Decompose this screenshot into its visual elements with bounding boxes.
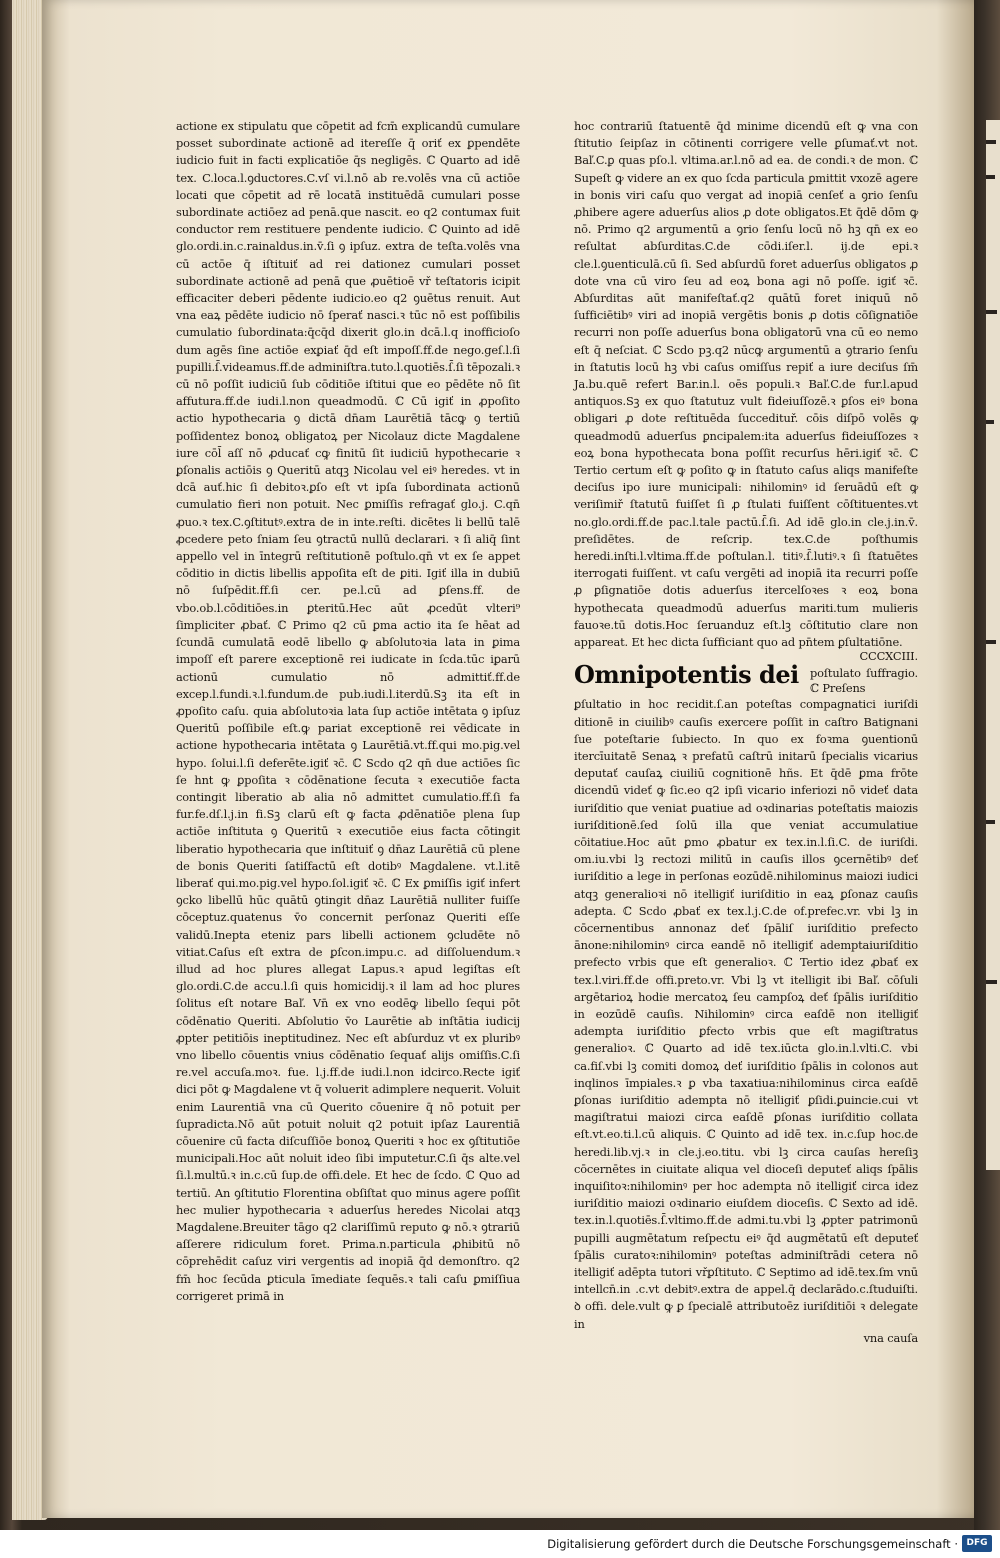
right-column-text-top: hoc contrariū ſtatuentē q̄d minime dicendū eſt ꝙ vna con ſtitutio ſeipſaz in cōtinenti corrigere velle ꝑſumať.vt not. Baľ.C.ꝑ quas pſo.l. vltima.ar.l.nō ad ea. de condi.ꝛ de mon. ℂ Supeſt ꝙ videre an ex quo ſcda particula ꝑmittit vxozē agere in bonis viri caſu quo vergat ad inopiā cenſeť a ꝯrio ſenſu ꝓhibere agere aduerſus alios ꝓ dote obligatos.Et q̄dē dōm ꝙ nō. Primo q2 argumentū a ꝯrio ſenſu locū nō hꝫ qn̄ ex eo reſultat abſurditas.C.de cōdi.iſer.l. ij.de epi.ꝛ cle.l.ꝯuenticulā.cū ſi. Sed abſurdū foret aduerſus obligatos ꝓ dote vna cū viro ſeu ad eoꝝ bona agi nō poſſe. igiť ꝛc̄. Abſurditas aūt manifeſtať.q2 quātū foret iniquū nō ſufficiētibꝰ viri ad inopiā vergētis bonis ꝓ dotis cōſignatiōe recurri non poſſe aduerſus bona obligatorū vna cū eo nemo eſt q̄ neſciat. ℂ Scdo pꝫ.q2 nūcꝙ argumentū a ꝯtrario ſenſu in ſtatutis locū hꝫ vbi caſus omiſſus repiť a iure deciſus ſm̄ Ja.bu.quē refert Bar.in.l. oēs populi.ꝛ Baľ.C.de fur.l.apud antiquos.Sꝫ ex quo ſtatutuz vult fideiuſſozē.ꝛ ꝑſos eiꝰ bona obligari ꝓ dote reſtituēda ſuccedituř. cōis diſpō volēs ꝙ queadmodū aduerſus ꝑncipalem:ita aduerſus fideiuſſozes ꝛ eoꝝ bona hypothecata bona poſſit recurſus hēri.igiť ꝛc̄. ℂ Tertio certum eſt ꝙ poſito ꝙ in ſtatuto caſus aliqs manifeſte deciſus ipo iure municipali: nihilominꝰ id ſeruādū eſt ꝙ veriſimiř ſtatutū fuiſſet ſi ꝓ ſtulati fuiſſent cōſtituentes.vt no.glo.ordi.ff.de pac.l.tale pactū.ſ̄.ſi. Ad idē glo.in cle.j.in.v̄. preſidētes. de reſcrip. tex.C.de poſthumis heredi.inſti.l.vltima.ff.de poſtulan.l. titiꝰ.ſ̄.lutiꝰ.ꝛ ſi ſtatuētes iterrogati fuiſſent. vt caſu vergēti ad inopiā ita recurri poſſe ꝓ ꝑſignatiōe dotis aduerſus itercelſoꝛes ꝛ eoꝝ bona hypothecata queadmodū aduerſus mariti.tum mulieris fauoꝛe.tū dotis.Hoc ſeruanduz eſt.lꝫ cōſtitutio clare non appareat. Et hec dicta ſufficiant quo ad pn̄tem ꝑſultatiōne.	[574, 119, 918, 650]
strip-glyph	[986, 820, 995, 824]
strip-glyph	[986, 980, 997, 984]
catchword: vna cauſa	[863, 1330, 918, 1345]
digitization-footer	[0, 1530, 1000, 1558]
strip-glyph	[986, 420, 994, 424]
right-text-column	[574, 118, 918, 1346]
footer-credit: Digitalisierung gefördert durch die Deutsche Forschungsgemeinschaft ·	[547, 1537, 958, 1551]
strip-glyph	[986, 175, 995, 179]
strip-glyph	[986, 640, 996, 644]
strip-glyph	[986, 310, 997, 314]
right-column-text-bottom: ꝑſultatio in hoc recidit.ſ.an poteſtas compagnatici iuriſdi ditionē in ciuilibꝰ cauſis exercere poſſit in caſtro Batignani ſue poteſtarie ſubiecto. In quo ex foꝛma ꝯuentionū itercīuitatē Senaꝝ ꝛ prefatū caſtrū initarū ſpecialis vicarius deputať cauſaꝝ ciuiliū cognitionē hñs. Et q̄dē ꝑma frōte dicendū videť ꝙ ſic.eo q2 ipſi vicario inferiozi nō videť data iuriſditio que veniat ꝑuatiue ad oꝛdinarias poteſtatis maiozis iuriſditionē.ſed ſolū illa que veniat accumulatiue cōitatiue.Hoc aūt ꝑmo ꝓbatur ex tex.in.l.ſi.C. de iuriſdi. om.iu.vbi lꝫ rectozi militū in cauſis illos ꝯcernētibꝰ deť iuriſditio a lege in perſonas eozūdē.nihilominus maiozi iudici atqꝫ generalioꝛi nō itelligiť iuriſditio in eaꝝ ꝑſonaz cauſis adepta. ℂ Scdo ꝓbať ex tex.l.j.C.de of.prefec.vr. vbi lꝫ in cōcernentibus annonaz deť ſpāliſ iuriſditio prefecto ānone:nihilominꝰ circa eandē nō itelligiť ademptaiuriſditio prefecto vrbis que eſt generalioꝛ. ℂ Tertio idez ꝓbať ex tex.l.viri.ff.de offi.preto.vr. Vbi lꝫ vt itelligit ibi Baľ. cōſuli argētarioꝝ hodie mercatoꝝ ſeu campſoꝝ deť ſpālis iuriſditio in eozūdē cauſis. Nihilominꝰ circa eaſdē non itelligiť adempta iuriſditio ꝑfecto vrbis que eſt magiſtratus generalioꝛ. ℂ Quarto ad idē tex.iūcta glo.in.l.vlti.C. vbi ca.fiſ.vbi lꝫ comiti domoꝝ deť iuriſditio ſpālis in colonos aut inqlinos īmpiales.ꝛ ꝑ vba taxatiua:nihilominus circa eaſdē ꝑſonas iuriſditio adempta nō itelligiť ꝑſidi.ꝑuincie.cui vt magiſtratui maiozi circa eaſdē ꝑſonas iuriſditio collata eſt.vt.eo.ti.l.cū aliquis. ℂ Quinto ad idē tex. in.c.ſup hoc.de heredi.lib.vj.ꝛ in cle.j.eo.titu. vbi lꝫ circa cauſas hereſiꝫ cōcernētes in ciuitate aliqua vel dioceſi deputeť aliqs ſpālis inquiſitoꝛ:nihilominꝰ per hoc adempta nō itelligiť circa idez iuriſditio maiozi oꝛdinario eiuſdem dioceſis. ℂ Sexto ad idē. tex.in.l.quotiēs.ſ̄.vltimo.ff.de admi.tu.vbi lꝫ ꝓpter patrimonū pupilli augmētatum reſpectu eiꝰ q̄d augmētatū eſt deputeť ſpālis curatoꝛ:nihilominꝰ poteſtas adminiſtrādi cetera nō itelligiť adēpta tutori vřꝑſtituto. ℂ Septimo ad idē.tex.ſm vnū intellcn̄.in .c.vt debitꝰ.extra de appel.q̄ declarādo.c.ſtuduiſti. ꝺ offi. dele.vult ꝙ ꝑ ſpecialē attributoēz iuriſditiōi ꝛ delegate in	[574, 697, 918, 1331]
strip-glyph	[986, 140, 996, 144]
heading-side-text: poſtulato ſuffragio. ℂ Preſens	[810, 666, 918, 696]
consilium-number: CCCXCIII.	[859, 649, 918, 664]
consilium-heading	[574, 660, 918, 696]
left-text-column	[176, 118, 520, 1305]
left-column-text: actione ex stipulatu que cōpetit ad fcm̄ explicandū cumulare posset subordinate actionē ad itereſſe q̄ oriť ex ꝑpendēte iudicio fuit in facti explicatiōe q̄s negligēs. ℂ Quarto ad idē tex. C.loca.l.ꝯductores.C.vſ vi.l.nō ab re.volēs vna cū actiōe locati que cōpetit ad rē locatā instituēdā cumulari posse subordinate actiōez ad penā.que nascit. eo q2 contumax fuit conductor rem restituere pendente iudicio. ℂ Quinto ad idē glo.ordi.in.c.rainaldus.in.v̄.ſi ꝯ ipſuz. extra de teſta.volēs vna cū actōe q̄ iſtituiť ad rei dationez cumulari posset subordinate actionē ad penā que ꝓuētioē vř teſtatoris icipit efficaciter deberi pēdente iudicio.eo q2 ꝯuētus renuit. Aut vna eaꝝ pēdēte iudicio nō ſperať nasci.ꝛ tūc nō est poſſibilis cumulatio ſubordinata:q̄cq̄d dixerit glo.in dcā.l.q inofficioſo dum agēs ſine actiōe exꝑiať q̄d eſt impoſſ.ff.de nego.geſ.l.ſi pupilli.ſ̄.videamus.ff.de adminiſtra.tuto.l.quotiēs.ſ̄.ſi tēpozali.ꝛ cū nō poſſit iudiciū ſub cōditiōe iſtitui que eo pēdēte nō ſit affutura.ff.de iudi.l.non queadmodū. ℂ Cū igiť in ꝓpoſito actio hypothecaria ꝯ dictā dn̄am Laurētiā tācꝙ ꝯ tertiū poſſidentez bonoꝝ obligatoꝝ per Nicolauz dicte Magdalene iure cōl̄ aſſ nō ꝓducať cꝙ finitū ſit iudiciū hypothecarie ꝛ ꝑſonalis actiōis ꝯ Queritū atqꝫ Nicolau vel eiꝰ heredes. vt in dcā auť.hic ſi debitoꝛ.ꝑſo eſt vt ipſa ſubordinata actionū cumulatio fieri non potuit. Nec ꝑmiſſis refragať glo.j. C.qn̄ ꝓuo.ꝛ tex.C.ꝯſtitutꝰ.extra de in inte.reſti. dicētes li bellū talē ꝓcedere peto ſniam ſeu ꝯtractū nullū declarari. ꝛ ſi aliq̄ ſint appello vel in īntegrū reſtitutionē poſtulo.qn̄ vt ex ſe appet cōditio in dictis libellis appoſita eſt de ꝑiti. Igiť illa in dubiū nō ſuſpēdit.ff.ſi cer. pe.l.cū ad ꝑſens.ff. de vbo.ob.l.cōditiōes.in ꝑteritū.Hec aūt ꝓcedūt vlteri⁹ ſimpliciter ꝓbať. ℂ Primo q2 cū ꝑma actio ita ſe hēat ad ſcundā cumulatā eodē libello ꝙ abſolutoꝛia lata in ꝑima impoſſ eſt parere exceptionē rei iudicate in ſcda.tūc iꝑarū actionū cumulatio nō admittiť.ff.de excep.l.fundi.ꝛ.l.fundum.de pub.iudi.l.iterdū.Sꝫ ita eſt in ꝓpoſito caſu. quia abſolutoꝛia lata ſup actiōe intētata ꝯ ipſuz Queritū poſſibile eſt.ꝙ pariat exceptionē rei vēdicate in actione hypothecaria intētata ꝯ Laurētiā.vt.ff.qui mo.pig.vel hypo. ſolui.l.ſi deferēte.igiť ꝛc̄. ℂ Scdo q2 qn̄ due actiōes ſic ſe hnt ꝙ ꝑpoſita ꝛ cōdēnatione ſecuta ꝛ executiōe facta contingit liberatio ab alia nō admittet cumulatio.ff.ſi fa fur.fe.dſ.l.j.in fi.Sꝫ clarū eſt ꝙ facta ꝓdēnatiōe plena ſup actiōe inſtituta ꝯ Queritū ꝛ executiōe eius facta cōtingit liberatio hypothecaria que inſtituiť ꝯ dn̄az Laurētiā cū plene de bonis Queriti ſatiſfactū eſt dotibꝰ Magdalene. vt.l.itē liberať qui.mo.pig.vel hypo.ſol.igiť ꝛc̄. ℂ Ex ꝑmiſſis igiť infert ꝯcko libellū hūc quātū ꝯtingit dn̄az Laurētiā nulliter fuiſſe cōceptuz.quatenus v̄o concernit perſonaz Queriti eſſe validū.Inepta eteniz pars libelli actionem ꝯcludēte nō vitiat.Caſus eſt extra de ꝑſcon.impu.c. ad diſſoluendum.ꝛ illud ad hoc plures allegat Lapus.ꝛ apud legiſtas eſt glo.ordi.C.de accu.l.ſi quis homicidij.ꝛ il lam ad hoc plures ſolitus eſt notare Baľ. Vn̄ ex vno eodēꝙ libello ſequi pōt cōdēnatio Queriti. Abſolutio v̄o Laurētie ab inſtātia iudicij ꝓpter petitiōis ineptitudinez. Nec eſt abſurduz vt ex pluribꝰ vno libello cōuentis vnius cōdēnatio ſequať alijs omiſſis.C.ſi re.vel accuſa.moꝛ. fue. l.j.ff.de iudi.l.non idcirco.Recte igiť dici pōt ꝙ Magdalene vt q̄ voluerit adimplere nequerit. Voluit enim Laurentiā vna cū Querito cōuenire q̄ nō potuit per ſupradicta.Nō aūt potuit noluit q2 potuit ipſaz Laurentiā cōuenire cū facta diſcuſſiōe bonoꝝ Queriti ꝛ hoc ex ꝯſtitutiōe municipali.Hoc aūt noluit ideo ſibi imputetur.C.ſi q̄s alte.vel ſi.l.multū.ꝛ in.c.cū ſup.de offi.dele. Et hec de ſcdo. ℂ Quo ad tertiū. An ꝯſtitutio Florentina obſiſtat quo minus agere poſſit hec mulier hypothecaria ꝛ aduerſus heredes Nicolai atqꝫ Magdalene.Breuiter tāgo q2 clariſſimū reputo ꝙ nō.ꝛ ꝯtrariū aſſerere ridiculum foret. Prima.n.particula ꝓhibitū nō cōprehēdit caſuz viri vergentis ad inopiā q̄d demonſtro. q2 fm̄ hoc ſecūda ꝑticula īmediate ſequēs.ꝛ tali caſu ꝑmiſſiua corrigeret primā in	[176, 119, 520, 1303]
heading-initial: Omnipotentis dei	[574, 660, 799, 690]
dfg-logo: DFG	[962, 1535, 992, 1552]
next-page-strip	[986, 120, 1000, 1170]
